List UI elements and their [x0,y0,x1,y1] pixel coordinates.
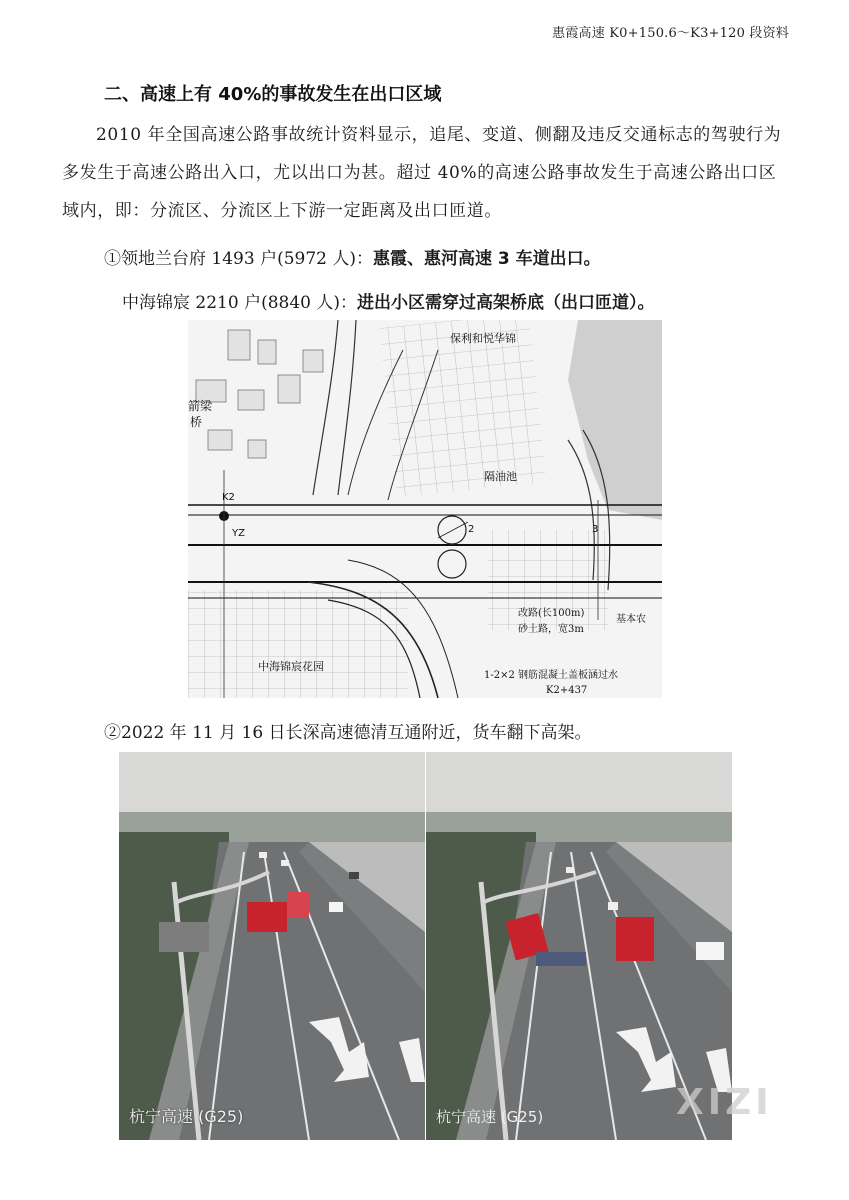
map-label-shalu: 砂土路，宽3m [518,624,584,635]
map-label-yz: YZ [232,528,245,539]
map-label-baoli: 保利和悦华锦 [450,332,516,345]
item-emphasis: 惠霞、惠河高速 3 车道出口。 [373,249,601,269]
site-plan-drawing [188,320,662,698]
item-text: 中海锦宸 2210 户(8840 人)： [122,293,358,313]
item-text: ①领地兰台府 1493 户(5972 人)： [104,249,374,269]
map-label-culvert: 1-2×2 钢筋混凝土盖板涵过水 [484,670,619,681]
map-label-jiben: 基本农 [616,614,646,625]
photo-overlay-left: 杭宁高速 (G25) [129,1107,244,1126]
photo-caption: ②2022 年 11 月 16 日长深高速德清互通附近，货车翻下高架。 [104,723,592,743]
map-label-2: 2 [468,524,475,535]
map-label-qiaoliang: 箭梁 [188,399,213,413]
highway-scene-svg [119,752,425,1140]
item-emphasis: 进出小区需穿过高架桥底（出口匝道）。 [357,293,655,313]
map-label-zhonghai: 中海锦宸花园 [258,660,324,673]
site-plan-svg [188,320,662,698]
list-item-lingdi [104,244,601,269]
watermark-logo: XIZI [676,1082,773,1123]
map-label-geyouchi: 隔油池 [484,470,517,483]
map-label-3: 3 [592,524,599,535]
map-label-qiao: 桥 [190,415,203,429]
map-label-gailu: 改路(长100m) [518,608,585,619]
document-header: 惠霞高速 K0+150.6～K3+120 段资料 [552,26,789,41]
section-heading: 二、高速上有 40%的事故发生在出口区域 [104,84,442,105]
photo-overlay-right: 杭宁高速 (G25) [436,1108,544,1126]
map-label-k2-left: K2 [222,492,235,503]
accident-photo-before [119,752,425,1140]
map-label-k2: K2+437 [546,685,588,696]
body-paragraph: 2010 年全国高速公路事故统计资料显示，追尾、变道、侧翻及违反交通标志的驾驶行为多发生于高速公路出入口，尤以出口为甚。超过 40%的高速公路事故发生于高速公路出口区域内，即：分流区、分流区上下游一定距离及出口匝道。 [62,125,782,221]
list-item-zhonghai [122,288,655,313]
